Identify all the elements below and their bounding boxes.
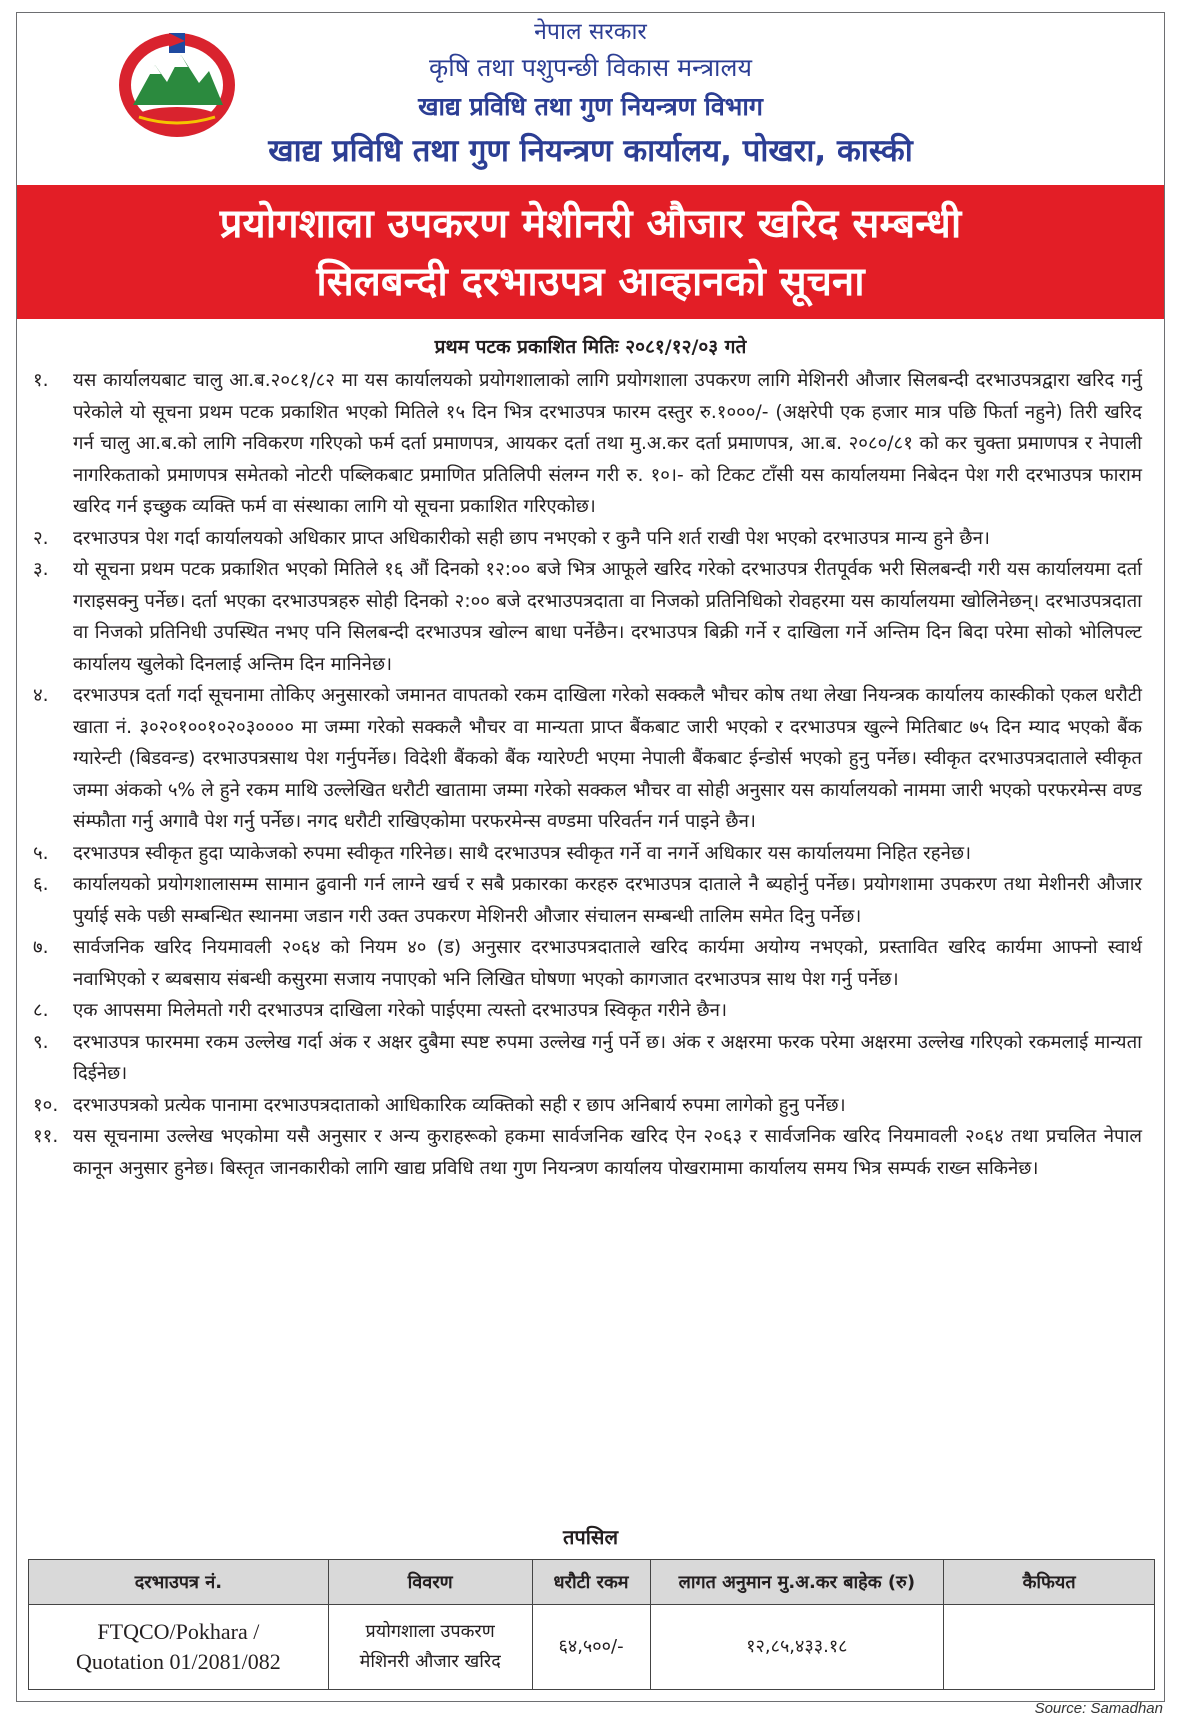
estimate-cell: १२,८५,४३३.१८ xyxy=(650,1605,944,1690)
header-line-ministry: कृषि तथा पशुपन्छी विकास मन्त्रालय xyxy=(429,53,752,82)
point-text: यो सूचना प्रथम पटक प्रकाशित भएको मितिले १६ औं दिनको १२:०० बजे भित्र आफूले खरिद गरेको दरभाउपत्र रीतपूर्वक भरी सिलबन्दी गरी यस कार्यालयमा दर्ता गराइसक्नु पर्नेछ। दर्ता भएका दरभाउपत्रहरु सोही दिनको २:०० बजे दरभाउपत्रदाता वा निजको प्रतिनिधिको रोवहरमा यस कार्यालयमा खोलिनेछन्। दरभाउपत्रदाता वा निजको प्रतिनिधी उपस्थित नभए पनि सिलबन्दी दरभाउपत्र खोल्न बाधा पर्नेछैन। दरभाउपत्र बिक्री गर्ने र दाखिला गर्ने अन्तिम दिन बिदा परेमा सोको भोलिपल्ट कार्यालय खुलेको दिनलाई अन्तिम दिन मानिनेछ। xyxy=(73,559,1142,675)
point-text: सार्वजनिक खरिद नियमावली २०६४ को नियम ४० (ड) अनुसार दरभाउपत्रदाताले खरिद कार्यमा अयोग्य नभएको, प्रस्तावित खरिद कार्यमा आफ्नो स्वार्थ नवाभिएको र ब्यबसाय संबन्धी कसुरमा सजाय नपाएको भनि लिखित घोषणा भएको कागजात दरभाउपत्र साथ पेश गर्नु पर्नेछ। xyxy=(73,937,1142,990)
title-banner xyxy=(17,185,1164,319)
point-number: ५. xyxy=(33,842,49,864)
column-header: विवरण xyxy=(328,1560,532,1605)
point-number: ६. xyxy=(33,874,49,895)
table-row xyxy=(29,1605,1155,1690)
point-number: ८. xyxy=(33,1000,49,1021)
header-line-department: खाद्य प्रविधि तथा गुण नियन्त्रण विभाग xyxy=(418,92,763,121)
point-text: दरभाउपत्र स्वीकृत हुदा प्याकेजको रुपमा स्वीकृत गरिनेछ। साथै दरभाउपत्र स्वीकृत गर्ने वा नगर्ने अधिकार यस कार्यालयमा निहित रहनेछ। xyxy=(73,842,972,864)
table-header-row xyxy=(29,1560,1155,1605)
point-text: यस कार्यालयबाट चालु आ.ब.२०८१/८२ मा यस कार्यालयको प्रयोगशालाको लागि प्रयोगशाला उपकरण लागि मेशिनरी औजार सिलबन्दी दरभाउपत्रद्वारा खरिद गर्नु परेकोले यो सूचना प्रथम पटक प्रकाशित भएको मितिले १५ दिन भित्र दरभाउपत्र फारम दस्तुर रु.१०००/- (अक्षरेपी एक हजार मात्र पछि फिर्ता नहुने) तिरी खरिद गर्न चालु आ.ब.को लागि नविकरण गरिएको फर्म दर्ता प्रमाणपत्र, आयकर दर्ता तथा मु.अ.कर दर्ता प्रमाणपत्र, आ.ब. २०८०/८१ को कर चुक्ता प्रमाणपत्र र नेपाली नागरिकताको प्रमाणपत्र समेतको नोटरी पब्लिकबाट प्रमाणित प्रतिलिपी संलग्न गरी रु. १०।- को टिकट टाँसी यस कार्यालयमा निबेदन पेश गरी दरभाउपत्र फाराम खरिद गर्न इच्छुक व्यक्ति फर्म वा संस्थाका लागि यो सूचना प्रकाशित गरिएकोछ। xyxy=(73,370,1142,517)
point-text: दरभाउपत्र फारममा रकम उल्लेख गर्दा अंक र अक्षर दुबैमा स्पष्ट रुपमा उल्लेख गर्नु पर्ने छ। अंक र अक्षरमा फरक परेमा अक्षरमा उल्लेख गरिएको रकमलाई मान्यता दिईनेछ। xyxy=(73,1031,1142,1084)
point-number: २. xyxy=(33,527,49,549)
header xyxy=(17,13,1164,181)
point-text: यस सूचनामा उल्लेख भएकोमा यसै अनुसार र अन्य कुराहरूको हकमा सार्वजनिक खरिद ऐन २०६३ र सार्वजनिक खरिद नियमावली २०६४ तथा प्रचलित नेपाल कानून अनुसार हुनेछ। बिस्तृत जानकारीको लागि खाद्य प्रविधि तथा गुण नियन्त्रण कार्यालय पोखरामामा कार्यालय समय भित्र सम्पर्क राख्न सकिनेछ। xyxy=(73,1126,1142,1179)
column-header: लागत अनुमान मु.अ.कर बाहेक (रु) xyxy=(650,1560,944,1605)
notice-point xyxy=(33,365,1142,523)
point-number: १०. xyxy=(33,1094,59,1116)
point-text: कार्यालयको प्रयोगशालासम्म सामान ढुवानी गर्न लाग्ने खर्च र सबै प्रकारका करहरु दरभाउपत्र दाताले नै ब्यहोर्नु पर्नेछ। प्रयोगशामा उपकरण तथा मेशीनरी औजार पुर्याई सके पछी सम्बन्धित स्थानमा जडान गरी उक्त उपकरण मेशिनरी औजार संचालन सम्बन्धी तालिम समेत दिनु पर्नेछ। xyxy=(73,874,1142,927)
banner-title-line1: प्रयोगशाला उपकरण मेशीनरी औजार खरिद सम्बन्धी xyxy=(219,201,962,247)
description-line1: प्रयोगशाला उपकरण xyxy=(365,1621,495,1642)
tender-table xyxy=(28,1559,1155,1690)
point-text: दरभाउपत्र दर्ता गर्दा सूचनामा तोकिए अनुसारको जमानत वापतको रकम दाखिला गरेको सक्कलै भौचर कोष तथा लेखा नियन्त्रक कार्यालय कास्कीको एकल धरौटी खाता नं. ३०२०१००१०२०३०००० मा जम्मा गरेको सक्कलै भौचर वा मान्यता प्राप्त बैंकबाट जारी भएको र दरभाउपत्र खुल्ने मितिबाट ७५ दिन म्याद भएको बैंक ग्यारेन्टी (बिडवन्ड) दरभाउपत्रसाथ पेश गर्नुपर्नेछ। विदेशी बैंकको बैंक ग्यारेण्टी भएमा नेपाली बैंकबाट ईन्डोर्स भएको हुनु पर्नेछ। स्वीकृत दरभाउपत्रदाताले स्वीकृत जम्मा अंकको ५% ले हुने रकम माथि उल्लेखित धरौटी खातामा जम्मा गरेको सक्कल भौचर वा सोही अनुसार यस कार्यालयको नाममा जारी भएको परफरमेन्स वण्ड संम्फौता गर्नु अगावै पेश गर्नु पर्नेछ। नगद धरौटी राखिएकोमा परफरमेन्स वण्डमा परिवर्तन गर्न पाइने छैन। xyxy=(73,685,1142,832)
notice-point xyxy=(33,869,1142,932)
tapasil-heading: तपसिल xyxy=(562,1525,619,1549)
publish-date: प्रथम पटक प्रकाशित मितिः २०८१/१२/०३ गते xyxy=(434,336,747,358)
notice-point xyxy=(33,1027,1142,1090)
description-line2: मेशिनरी औजार खरिद xyxy=(359,1651,501,1672)
notice-point xyxy=(33,680,1142,838)
point-text: दरभाउपत्रको प्रत्येक पानामा दरभाउपत्रदाताको आधिकारिक व्यक्तिको सही र छाप अनिबार्य रुपमा लागेको हुनु पर्नेछ। xyxy=(73,1094,846,1116)
notice-points xyxy=(33,365,1142,1184)
point-number: ३. xyxy=(33,559,49,580)
description-cell xyxy=(328,1605,532,1690)
point-text: एक आपसमा मिलेमतो गरी दरभाउपत्र दाखिला गरेको पाईएमा त्यस्तो दरभाउपत्र स्विकृत गरीने छैन। xyxy=(73,1000,728,1021)
remarks-cell xyxy=(944,1605,1155,1690)
point-number: १. xyxy=(33,370,49,391)
column-header: कैफियत xyxy=(944,1560,1155,1605)
notice-point xyxy=(33,523,1142,555)
notice-point xyxy=(33,838,1142,870)
notice-document xyxy=(16,12,1165,1702)
point-text: दरभाउपत्र पेश गर्दा कार्यालयको अधिकार प्राप्त अधिकारीको सही छाप नभएको र कुनै पनि शर्त राखी पेश भएको दरभाउपत्र मान्य हुने छैन। xyxy=(73,527,990,549)
banner-title-line2: सिलबन्दी दरभाउपत्र आव्हानको सूचना xyxy=(316,259,865,305)
point-number: ११. xyxy=(33,1126,59,1147)
deposit-amount-cell: ६४,५००/- xyxy=(532,1605,650,1690)
header-line-office: खाद्य प्रविधि तथा गुण नियन्त्रण कार्यालय, पोखरा, कास्की xyxy=(268,133,913,169)
point-number: ४. xyxy=(33,685,49,706)
header-line-government: नेपाल सरकार xyxy=(534,19,647,45)
tender-reference-cell xyxy=(29,1605,329,1690)
notice-point xyxy=(33,1121,1142,1184)
notice-point xyxy=(33,1090,1142,1122)
source-credit: Source: Samadhan xyxy=(1034,1700,1163,1717)
column-header: दरभाउपत्र नं. xyxy=(29,1560,329,1605)
tender-ref-line1: FTQCO/Pokhara / xyxy=(97,1619,260,1644)
tender-ref-line2: Quotation 01/2081/082 xyxy=(76,1649,281,1674)
point-number: ७. xyxy=(33,937,49,958)
notice-point xyxy=(33,932,1142,995)
notice-point xyxy=(33,554,1142,680)
point-number: ९. xyxy=(33,1031,49,1053)
column-header: धरौटी रकम xyxy=(532,1560,650,1605)
notice-point xyxy=(33,995,1142,1027)
